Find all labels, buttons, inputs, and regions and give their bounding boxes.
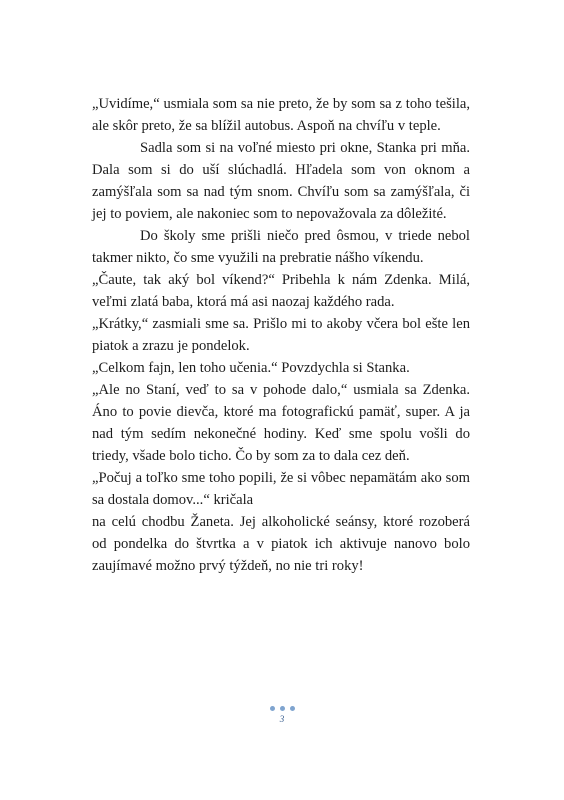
- paragraph: „Ale no Staní, veď to sa v pohode dalo,“ usmiala sa Zdenka. Áno to povie dievča, ktoré ma fotografickú pamäť, super. A ja nad tým sedím nekonečné hodiny. Keď sme spolu vošli do triedy, všade bolo ticho. Čo by som za to dala cez deň.: [92, 382, 470, 464]
- paragraph: „Uvidíme,“ usmiala som sa nie preto, že by som sa z toho tešila, ale skôr preto, že sa blížil autobus. Aspoň na chvíľu v teple.: [92, 96, 470, 134]
- paragraph: „Celkom fajn, len toho učenia.“ Povzdychla si Stanka.: [92, 360, 410, 376]
- ornament-dot: [290, 706, 295, 711]
- ornament-dot: [270, 706, 275, 711]
- footer-ornament: [0, 706, 564, 712]
- paragraph: na celú chodbu Žaneta. Jej alkoholické seánsy, ktoré rozoberá od pondelka do štvrtka a v piatok ich aktivuje nanovo bolo zaujímavé možno prvý týždeň, no nie tri roky!: [92, 514, 470, 574]
- page-footer: [0, 706, 564, 724]
- paragraph: „Krátky,“ zasmiali sme sa. Prišlo mi to akoby včera bol ešte len piatok a zrazu je pondelok.: [92, 316, 470, 354]
- body-text: [92, 93, 470, 577]
- ornament-dot: [280, 706, 285, 711]
- paragraph: Sadla som si na voľné miesto pri okne, Stanka pri mňa. Dala som si do uší slúchadlá. Hľadela som von oknom a zamýšľala som sa nad tým snom. Chvíľu som sa zamýšľala, či jej to poviem, ale nakoniec som to nepovažovala za dôležité.: [92, 140, 470, 222]
- page-number: 3: [279, 714, 285, 724]
- paragraph: Do školy sme prišli niečo pred ôsmou, v triede nebol takmer nikto, čo sme využili na prebratie nášho víkendu.: [92, 228, 470, 266]
- paragraph: „Počuj a toľko sme toho popili, že si vôbec nepamätám ako som sa dostala domov...“ kričala: [92, 470, 470, 508]
- paragraph: „Čaute, tak aký bol víkend?“ Pribehla k nám Zdenka. Milá, veľmi zlatá baba, ktorá má asi naozaj každého rada.: [92, 272, 470, 310]
